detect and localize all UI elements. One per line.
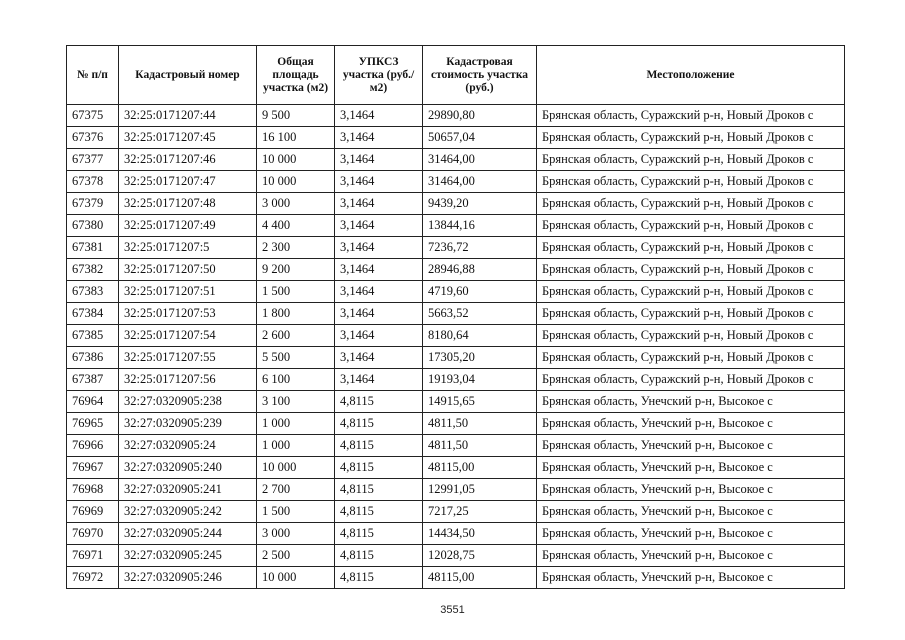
cell-cadastral-number: 32:25:0171207:47 — [119, 171, 257, 193]
cell-area: 3 000 — [257, 193, 335, 215]
table-row — [67, 479, 845, 501]
cell-cadastral-number: 32:25:0171207:48 — [119, 193, 257, 215]
cell-cadastral-cost: 13844,16 — [423, 215, 537, 237]
header-cadastral-cost: Кадастровая стоимость участка (руб.) — [423, 46, 537, 105]
cell-upksz: 3,1464 — [335, 325, 423, 347]
table-row — [67, 281, 845, 303]
page-number: 3551 — [440, 604, 465, 616]
cell-upksz: 3,1464 — [335, 303, 423, 325]
table-row — [67, 567, 845, 589]
cell-area: 10 000 — [257, 567, 335, 589]
cell-cadastral-cost: 14434,50 — [423, 523, 537, 545]
cell-area: 9 200 — [257, 259, 335, 281]
cell-cadastral-cost: 8180,64 — [423, 325, 537, 347]
cell-area: 1 800 — [257, 303, 335, 325]
cell-cadastral-number: 32:27:0320905:241 — [119, 479, 257, 501]
cell-cadastral-number: 32:25:0171207:53 — [119, 303, 257, 325]
cell-row-number: 67378 — [67, 171, 119, 193]
table-row — [67, 303, 845, 325]
cell-location: Брянская область, Унечский р-н, Высокое с — [537, 545, 845, 567]
cell-upksz: 4,8115 — [335, 391, 423, 413]
header-total-area: Общая площадь участка (м2) — [257, 46, 335, 105]
cell-cadastral-number: 32:27:0320905:239 — [119, 413, 257, 435]
cell-cadastral-number: 32:25:0171207:55 — [119, 347, 257, 369]
cell-cadastral-cost: 12028,75 — [423, 545, 537, 567]
cell-upksz: 4,8115 — [335, 479, 423, 501]
cell-upksz: 3,1464 — [335, 281, 423, 303]
cell-location: Брянская область, Суражский р-н, Новый Дроков с — [537, 193, 845, 215]
header-row-number: № п/п — [67, 46, 119, 105]
table-row — [67, 523, 845, 545]
cell-upksz: 4,8115 — [335, 413, 423, 435]
cell-row-number: 76970 — [67, 523, 119, 545]
header-cadastral-number: Кадастровый номер — [119, 46, 257, 105]
cell-upksz: 4,8115 — [335, 523, 423, 545]
cell-area: 2 500 — [257, 545, 335, 567]
table-row — [67, 149, 845, 171]
cell-location: Брянская область, Унечский р-н, Высокое с — [537, 567, 845, 589]
cell-cadastral-cost: 48115,00 — [423, 457, 537, 479]
cell-upksz: 3,1464 — [335, 369, 423, 391]
cell-location: Брянская область, Суражский р-н, Новый Дроков с — [537, 347, 845, 369]
cell-cadastral-cost: 7236,72 — [423, 237, 537, 259]
cell-row-number: 67385 — [67, 325, 119, 347]
cell-row-number: 67382 — [67, 259, 119, 281]
cell-area: 1 500 — [257, 281, 335, 303]
table-row — [67, 105, 845, 127]
cell-location: Брянская область, Суражский р-н, Новый Дроков с — [537, 105, 845, 127]
cell-upksz: 3,1464 — [335, 171, 423, 193]
cell-cadastral-number: 32:25:0171207:5 — [119, 237, 257, 259]
cell-upksz: 4,8115 — [335, 545, 423, 567]
cell-area: 10 000 — [257, 149, 335, 171]
table-row — [67, 435, 845, 457]
table-row — [67, 347, 845, 369]
cell-area: 10 000 — [257, 457, 335, 479]
cell-location: Брянская область, Унечский р-н, Высокое с — [537, 457, 845, 479]
cell-cadastral-cost: 4811,50 — [423, 413, 537, 435]
cell-location: Брянская область, Суражский р-н, Новый Дроков с — [537, 369, 845, 391]
cell-cadastral-number: 32:25:0171207:45 — [119, 127, 257, 149]
cell-row-number: 76964 — [67, 391, 119, 413]
table-row — [67, 325, 845, 347]
cell-area: 1 500 — [257, 501, 335, 523]
cell-location: Брянская область, Суражский р-н, Новый Дроков с — [537, 127, 845, 149]
cell-row-number: 67387 — [67, 369, 119, 391]
cell-cadastral-cost: 5663,52 — [423, 303, 537, 325]
header-location: Местоположение — [537, 46, 845, 105]
cell-location: Брянская область, Унечский р-н, Высокое с — [537, 391, 845, 413]
cell-area: 9 500 — [257, 105, 335, 127]
cell-row-number: 76972 — [67, 567, 119, 589]
cell-area: 16 100 — [257, 127, 335, 149]
cell-upksz: 4,8115 — [335, 567, 423, 589]
cell-row-number: 76965 — [67, 413, 119, 435]
cell-cadastral-number: 32:25:0171207:56 — [119, 369, 257, 391]
cell-cadastral-cost: 48115,00 — [423, 567, 537, 589]
cell-row-number: 76967 — [67, 457, 119, 479]
cell-cadastral-number: 32:25:0171207:46 — [119, 149, 257, 171]
cell-cadastral-number: 32:25:0171207:54 — [119, 325, 257, 347]
cell-row-number: 67383 — [67, 281, 119, 303]
cell-cadastral-cost: 19193,04 — [423, 369, 537, 391]
cell-cadastral-cost: 4811,50 — [423, 435, 537, 457]
cell-cadastral-cost: 31464,00 — [423, 171, 537, 193]
table-body — [67, 105, 845, 589]
cell-row-number: 76971 — [67, 545, 119, 567]
table-row — [67, 171, 845, 193]
cell-row-number: 67381 — [67, 237, 119, 259]
cell-cadastral-cost: 31464,00 — [423, 149, 537, 171]
table-row — [67, 413, 845, 435]
cell-cadastral-number: 32:27:0320905:246 — [119, 567, 257, 589]
table-header-row — [67, 46, 845, 105]
cell-location: Брянская область, Суражский р-н, Новый Дроков с — [537, 149, 845, 171]
cell-cadastral-cost: 14915,65 — [423, 391, 537, 413]
cell-location: Брянская область, Суражский р-н, Новый Дроков с — [537, 259, 845, 281]
cell-cadastral-number: 32:25:0171207:51 — [119, 281, 257, 303]
cell-cadastral-cost: 50657,04 — [423, 127, 537, 149]
cell-row-number: 76968 — [67, 479, 119, 501]
cell-cadastral-number: 32:27:0320905:245 — [119, 545, 257, 567]
cell-location: Брянская область, Унечский р-н, Высокое с — [537, 501, 845, 523]
cell-cadastral-cost: 28946,88 — [423, 259, 537, 281]
cell-area: 2 700 — [257, 479, 335, 501]
cell-area: 3 000 — [257, 523, 335, 545]
table-row — [67, 545, 845, 567]
cadastral-value-table — [66, 45, 845, 589]
cell-area: 2 600 — [257, 325, 335, 347]
cell-row-number: 67377 — [67, 149, 119, 171]
cell-upksz: 4,8115 — [335, 457, 423, 479]
cell-cadastral-cost: 4719,60 — [423, 281, 537, 303]
cell-upksz: 3,1464 — [335, 149, 423, 171]
cell-cadastral-cost: 17305,20 — [423, 347, 537, 369]
cell-location: Брянская область, Унечский р-н, Высокое с — [537, 523, 845, 545]
cell-area: 3 100 — [257, 391, 335, 413]
cell-cadastral-number: 32:25:0171207:49 — [119, 215, 257, 237]
cell-row-number: 67375 — [67, 105, 119, 127]
cell-cadastral-number: 32:27:0320905:244 — [119, 523, 257, 545]
cell-area: 6 100 — [257, 369, 335, 391]
table-row — [67, 215, 845, 237]
cell-location: Брянская область, Унечский р-н, Высокое с — [537, 479, 845, 501]
cell-upksz: 3,1464 — [335, 259, 423, 281]
cell-area: 2 300 — [257, 237, 335, 259]
cell-area: 5 500 — [257, 347, 335, 369]
cell-upksz: 3,1464 — [335, 347, 423, 369]
cell-location: Брянская область, Суражский р-н, Новый Дроков с — [537, 303, 845, 325]
cell-area: 1 000 — [257, 413, 335, 435]
table-row — [67, 501, 845, 523]
cell-location: Брянская область, Суражский р-н, Новый Дроков с — [537, 215, 845, 237]
table-row — [67, 369, 845, 391]
cell-area: 1 000 — [257, 435, 335, 457]
table-row — [67, 237, 845, 259]
cell-row-number: 67386 — [67, 347, 119, 369]
cell-cadastral-number: 32:25:0171207:50 — [119, 259, 257, 281]
cell-cadastral-cost: 12991,05 — [423, 479, 537, 501]
cell-upksz: 4,8115 — [335, 501, 423, 523]
cell-cadastral-cost: 7217,25 — [423, 501, 537, 523]
cell-location: Брянская область, Унечский р-н, Высокое с — [537, 413, 845, 435]
header-upksz: УПКСЗ участка (руб./м2) — [335, 46, 423, 105]
cell-upksz: 3,1464 — [335, 193, 423, 215]
cell-area: 4 400 — [257, 215, 335, 237]
cell-location: Брянская область, Суражский р-н, Новый Дроков с — [537, 325, 845, 347]
cell-upksz: 3,1464 — [335, 215, 423, 237]
cell-upksz: 3,1464 — [335, 105, 423, 127]
cell-row-number: 76969 — [67, 501, 119, 523]
cell-upksz: 4,8115 — [335, 435, 423, 457]
cell-row-number: 67380 — [67, 215, 119, 237]
cell-location: Брянская область, Суражский р-н, Новый Дроков с — [537, 171, 845, 193]
table-row — [67, 193, 845, 215]
cell-location: Брянская область, Суражский р-н, Новый Дроков с — [537, 237, 845, 259]
cell-cadastral-number: 32:27:0320905:238 — [119, 391, 257, 413]
cell-location: Брянская область, Суражский р-н, Новый Дроков с — [537, 281, 845, 303]
cell-row-number: 67376 — [67, 127, 119, 149]
cell-cadastral-number: 32:27:0320905:242 — [119, 501, 257, 523]
cell-location: Брянская область, Унечский р-н, Высокое с — [537, 435, 845, 457]
cell-area: 10 000 — [257, 171, 335, 193]
table-row — [67, 127, 845, 149]
table-row — [67, 391, 845, 413]
table-row — [67, 259, 845, 281]
cell-cadastral-cost: 9439,20 — [423, 193, 537, 215]
cell-cadastral-cost: 29890,80 — [423, 105, 537, 127]
cell-upksz: 3,1464 — [335, 237, 423, 259]
cell-cadastral-number: 32:27:0320905:240 — [119, 457, 257, 479]
cell-row-number: 76966 — [67, 435, 119, 457]
cell-upksz: 3,1464 — [335, 127, 423, 149]
cell-cadastral-number: 32:27:0320905:24 — [119, 435, 257, 457]
cell-row-number: 67384 — [67, 303, 119, 325]
cell-cadastral-number: 32:25:0171207:44 — [119, 105, 257, 127]
table-row — [67, 457, 845, 479]
cell-row-number: 67379 — [67, 193, 119, 215]
